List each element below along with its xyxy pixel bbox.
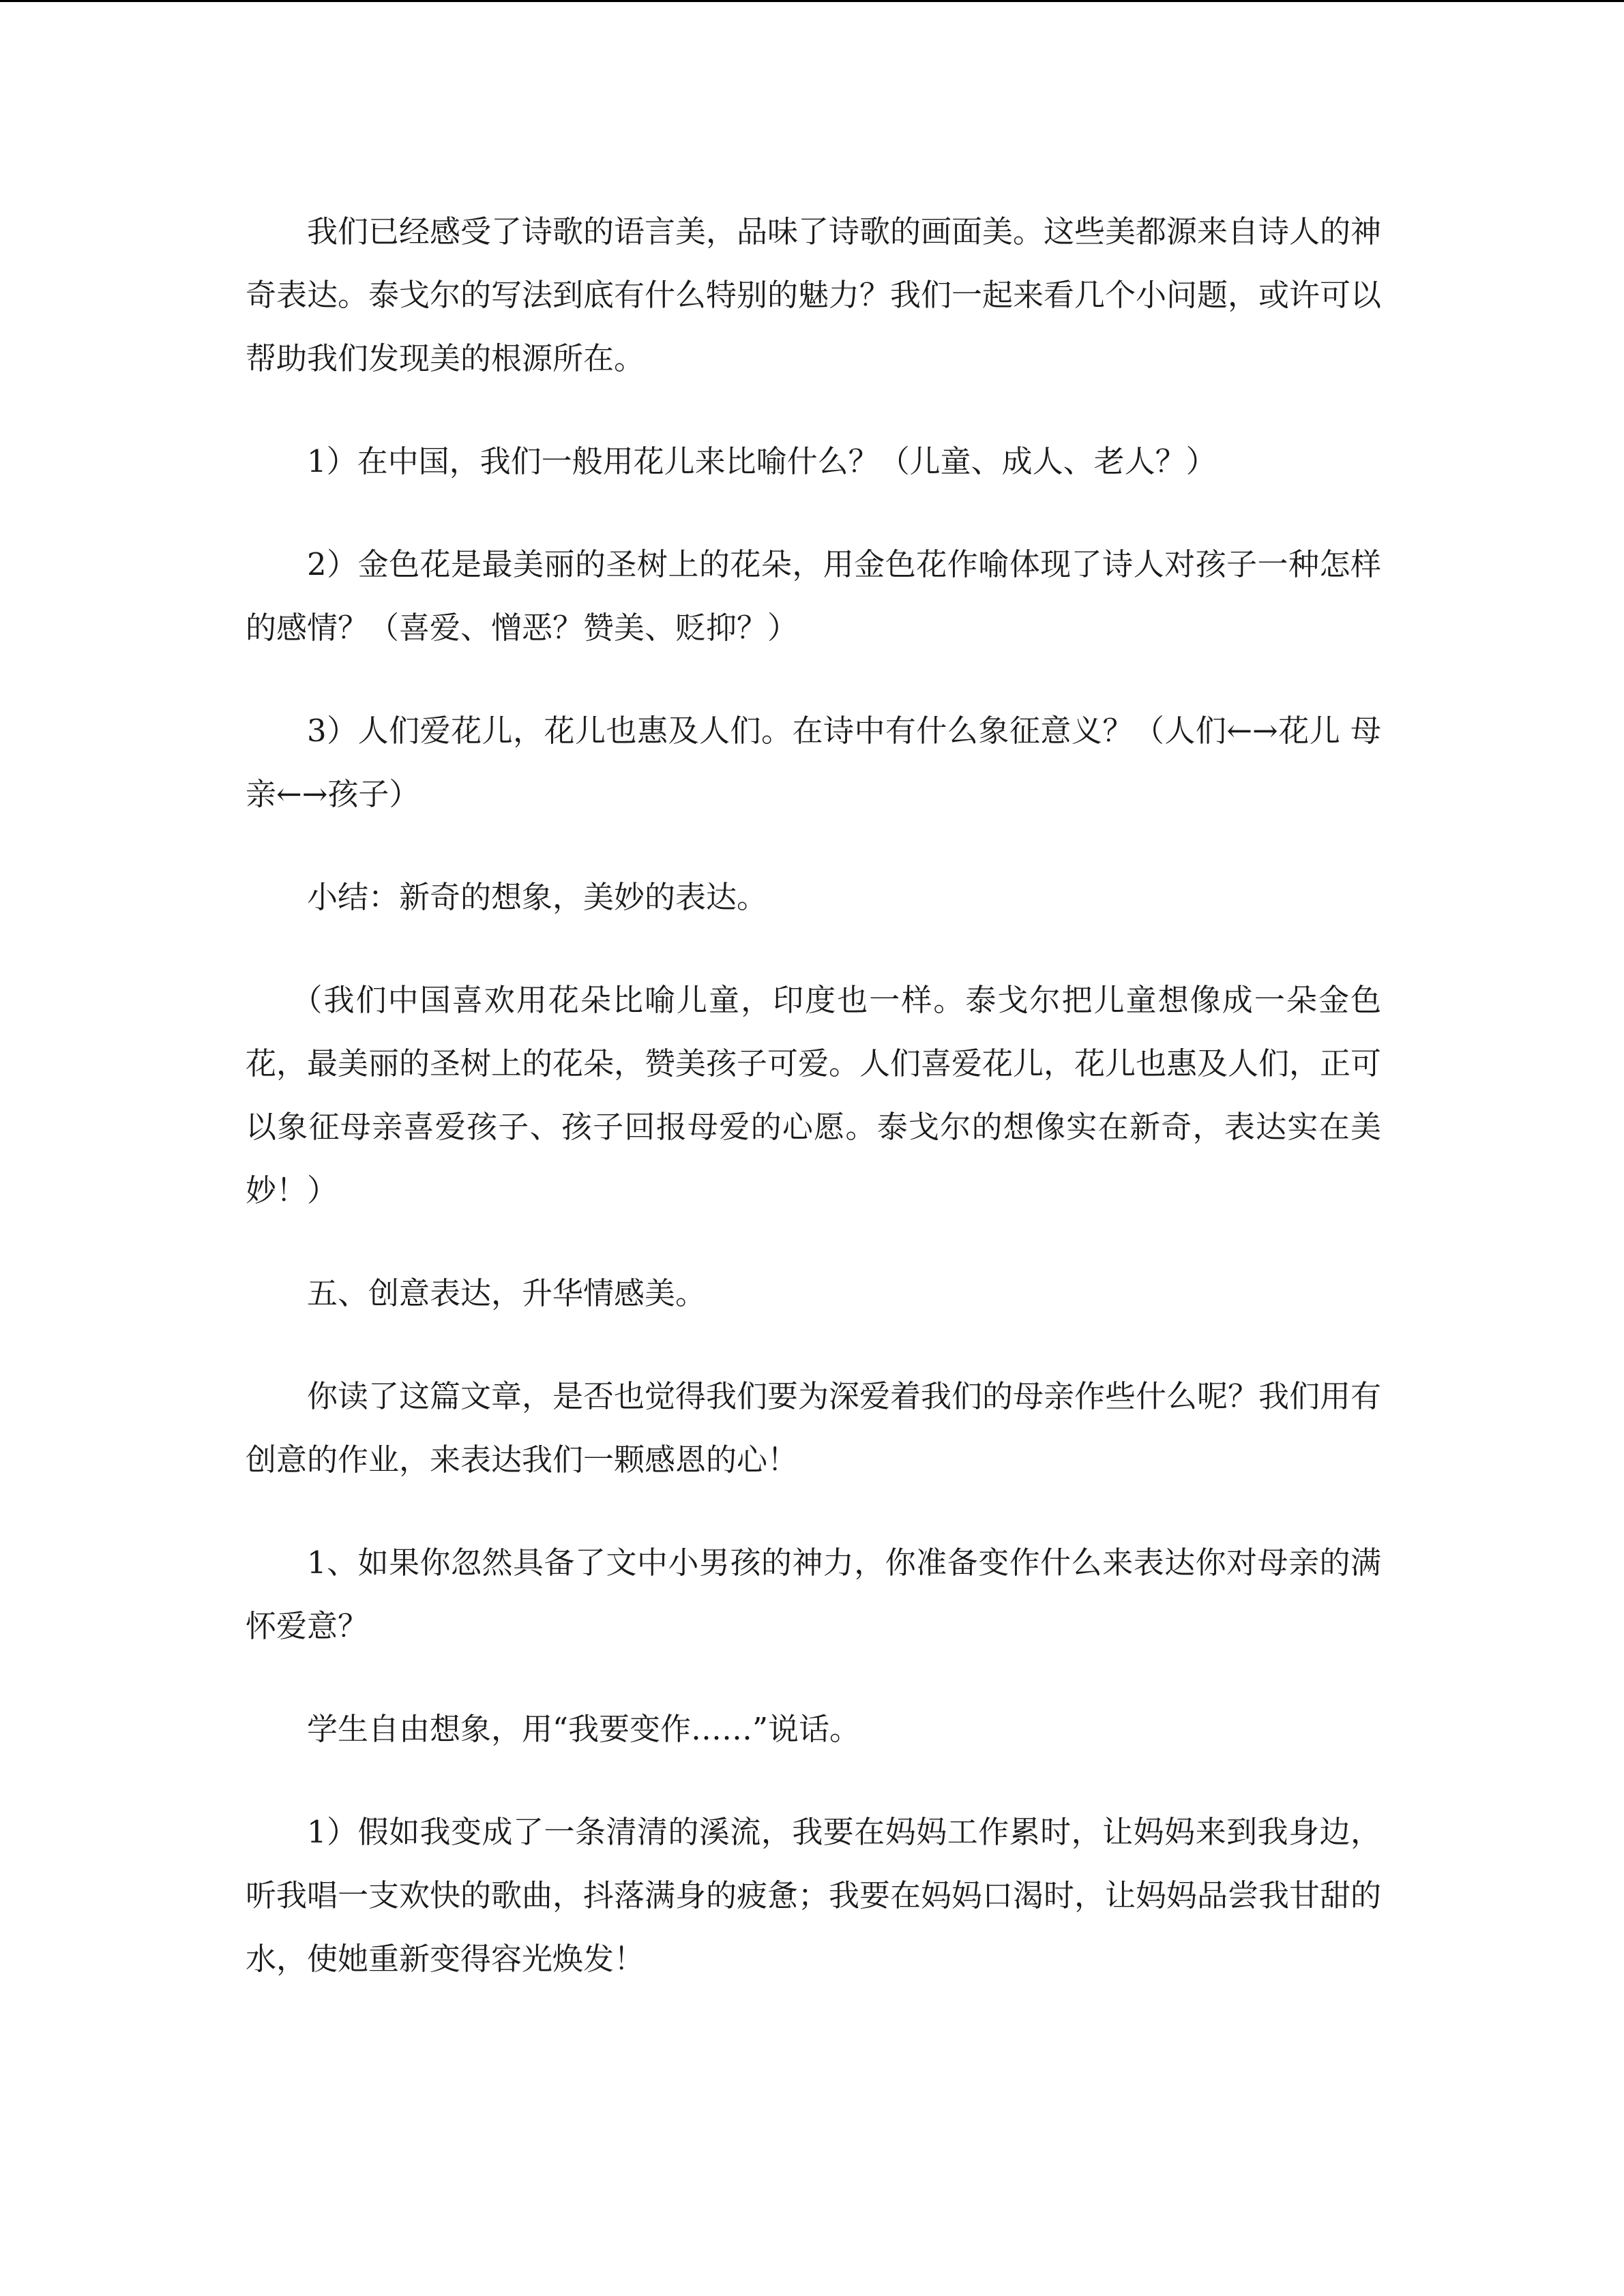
paragraph-question-2: 2）金色花是最美丽的圣树上的花朵，用金色花作喻体现了诗人对孩子一种怎样的感情？（喜爱、憎恶？赞美、贬抑？） (246, 546, 1381, 646)
section-heading-5: 五、创意表达，升华情感美。 (307, 1275, 707, 1311)
paragraph-instruction: 学生自由想象，用“我要变作……”说话。 (307, 1711, 861, 1747)
document-body (246, 200, 1381, 2030)
paragraph-summary: 小结：新奇的想象，美妙的表达。 (307, 879, 768, 915)
paragraph-prompt: 你读了这篇文章，是否也觉得我们要为深爱着我们的母亲作些什么呢？我们用有创意的作业，来表达我们一颗感恩的心！ (246, 1378, 1382, 1478)
paragraph-intro: 我们已经感受了诗歌的语言美，品味了诗歌的画面美。这些美都源来自诗人的神奇表达。泰戈尔的写法到底有什么特别的魅力？我们一起来看几个小问题，或许可以帮助我们发现美的根源所在。 (246, 213, 1382, 376)
paragraph-question-1: 1）在中国，我们一般用花儿来比喻什么？（儿童、成人、老人？） (307, 443, 1217, 479)
paragraph-question-3: 3）人们爱花儿，花儿也惠及人们。在诗中有什么象征意义？（人们←→花儿 母亲←→孩子） (246, 713, 1381, 812)
paragraph-task-1: 1、如果你忽然具备了文中小男孩的神力，你准备变作什么来表达你对母亲的满怀爱意？ (246, 1545, 1381, 1644)
paragraph-explanation: （我们中国喜欢用花朵比喻儿童，印度也一样。泰戈尔把儿童想像成一朵金色花，最美丽的圣树上的花朵，赞美孩子可爱。人们喜爱花儿，花儿也惠及人们，正可以象征母亲喜爱孩子、孩子回报母爱的心愿。泰戈尔的想像实在新奇，表达实在美妙！） (246, 982, 1382, 1208)
paragraph-example-1: 1）假如我变成了一条清清的溪流，我要在妈妈工作累时，让妈妈来到我身边，听我唱一支欢快的歌曲，抖落满身的疲惫；我要在妈妈口渴时，让妈妈品尝我甘甜的水，使她重新变得容光焕发！ (246, 1814, 1382, 1977)
